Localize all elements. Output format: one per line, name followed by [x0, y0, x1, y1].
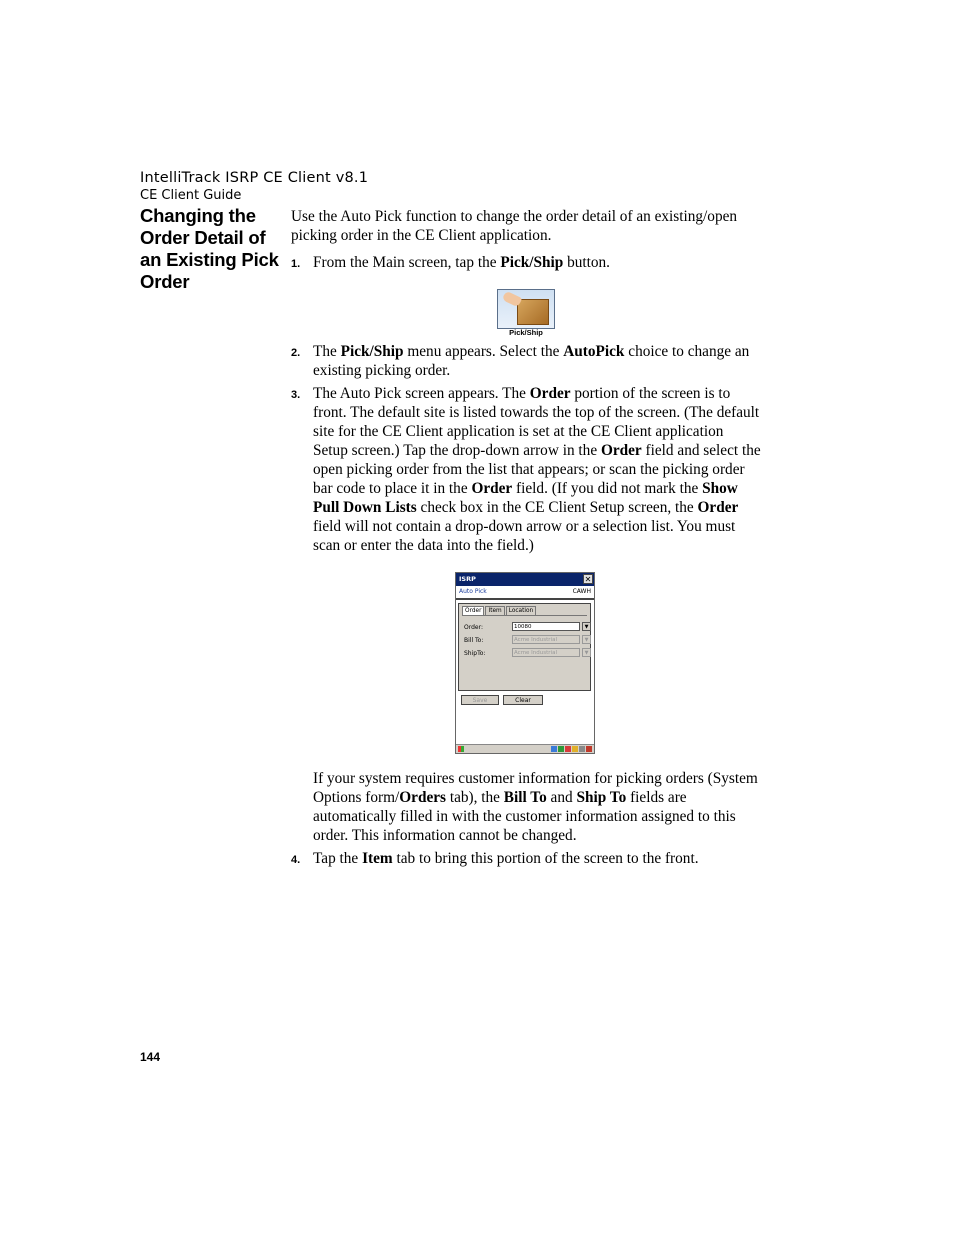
step-number: 4. [291, 854, 301, 866]
screen-name: Auto Pick [459, 588, 487, 595]
tab-content [462, 615, 587, 686]
site-code: CAWH [572, 588, 591, 595]
section-title: Changing the Order Detail of an Existing Pick Order [140, 205, 279, 292]
intro-paragraph: Use the Auto Pick function to change the order detail of an existing/open picking order in the CE Client application. [291, 208, 738, 244]
ship-to-label: ShipTo: [464, 650, 486, 657]
tab-order[interactable]: Order [462, 606, 484, 615]
step-2: 2. The Pick/Ship menu appears. Select the AutoPick choice to change an existing picking order. [291, 343, 750, 379]
tab-strip [459, 604, 590, 615]
volume-icon[interactable] [579, 746, 585, 752]
bill-to-label: Bill To: [464, 637, 484, 644]
save-button[interactable]: Save [461, 695, 499, 705]
pick-ship-button-icon [497, 289, 555, 337]
start-icon[interactable] [458, 746, 464, 752]
chevron-down-icon: ▼ [582, 635, 591, 644]
network-icon[interactable] [551, 746, 557, 752]
auto-pick-screenshot [455, 572, 595, 754]
box-icon [517, 299, 549, 325]
battery-icon[interactable] [572, 746, 578, 752]
device-title: ISRP [459, 575, 476, 583]
tab-location[interactable]: Location [506, 606, 537, 615]
step-4: 4. Tap the Item tab to bring this portion of the screen to the front. [291, 849, 761, 868]
close-icon[interactable]: ✕ [584, 575, 592, 584]
after-screenshot-note: If your system requires customer information for picking orders (System Options form/Orders tab), the Bill To and Ship To fields are automatically filled in with the customer information assigned to this order. This information cannot be changed. [313, 770, 758, 844]
bill-to-input: Acme Industrial [512, 635, 580, 644]
stylus-icon[interactable] [586, 746, 592, 752]
device-subheader [456, 586, 594, 600]
chevron-down-icon: ▼ [582, 648, 591, 657]
order-input[interactable]: 10080 [512, 622, 580, 631]
running-head [140, 170, 368, 204]
device-title-bar [456, 573, 594, 586]
alert-icon[interactable] [565, 746, 571, 752]
order-panel [458, 603, 591, 691]
system-tray [551, 746, 592, 752]
pick-ship-icon-frame [497, 289, 555, 329]
ship-to-input: Acme Industrial [512, 648, 580, 657]
step-3: 3. The Auto Pick screen appears. The Order portion of the screen is to front. The default site is listed towards the top of the screen. (The default site for the CE Client application is set at the CE Client application Setup screen.) Tap the drop-down arrow in the Order field and select the open picking order from the list that appears; or scan the picking order bar code to place it in the Order field. (If you did not mark the Show Pull Down Lists check box in the CE Client Setup screen, the Order field will not contain a drop-down arrow or a selection list. You must scan or enter the data into the field.) [291, 385, 761, 554]
pick-ship-caption: Pick/Ship [509, 328, 543, 337]
tab-item[interactable]: Item [485, 606, 504, 615]
running-head-subtitle: CE Client Guide [140, 188, 242, 203]
step-1: 1. From the Main screen, tap the Pick/Ship button. [291, 253, 761, 272]
step-number: 1. [291, 258, 301, 270]
step-number: 3. [291, 389, 301, 401]
clear-button[interactable]: Clear [503, 695, 543, 705]
running-head-title: IntelliTrack ISRP CE Client v8.1 [140, 170, 369, 186]
sync-icon[interactable] [558, 746, 564, 752]
step-number: 2. [291, 347, 301, 359]
taskbar [456, 744, 594, 753]
chevron-down-icon[interactable]: ▼ [582, 622, 591, 631]
page-number: 144 [140, 1050, 161, 1064]
order-label: Order: [464, 624, 483, 631]
